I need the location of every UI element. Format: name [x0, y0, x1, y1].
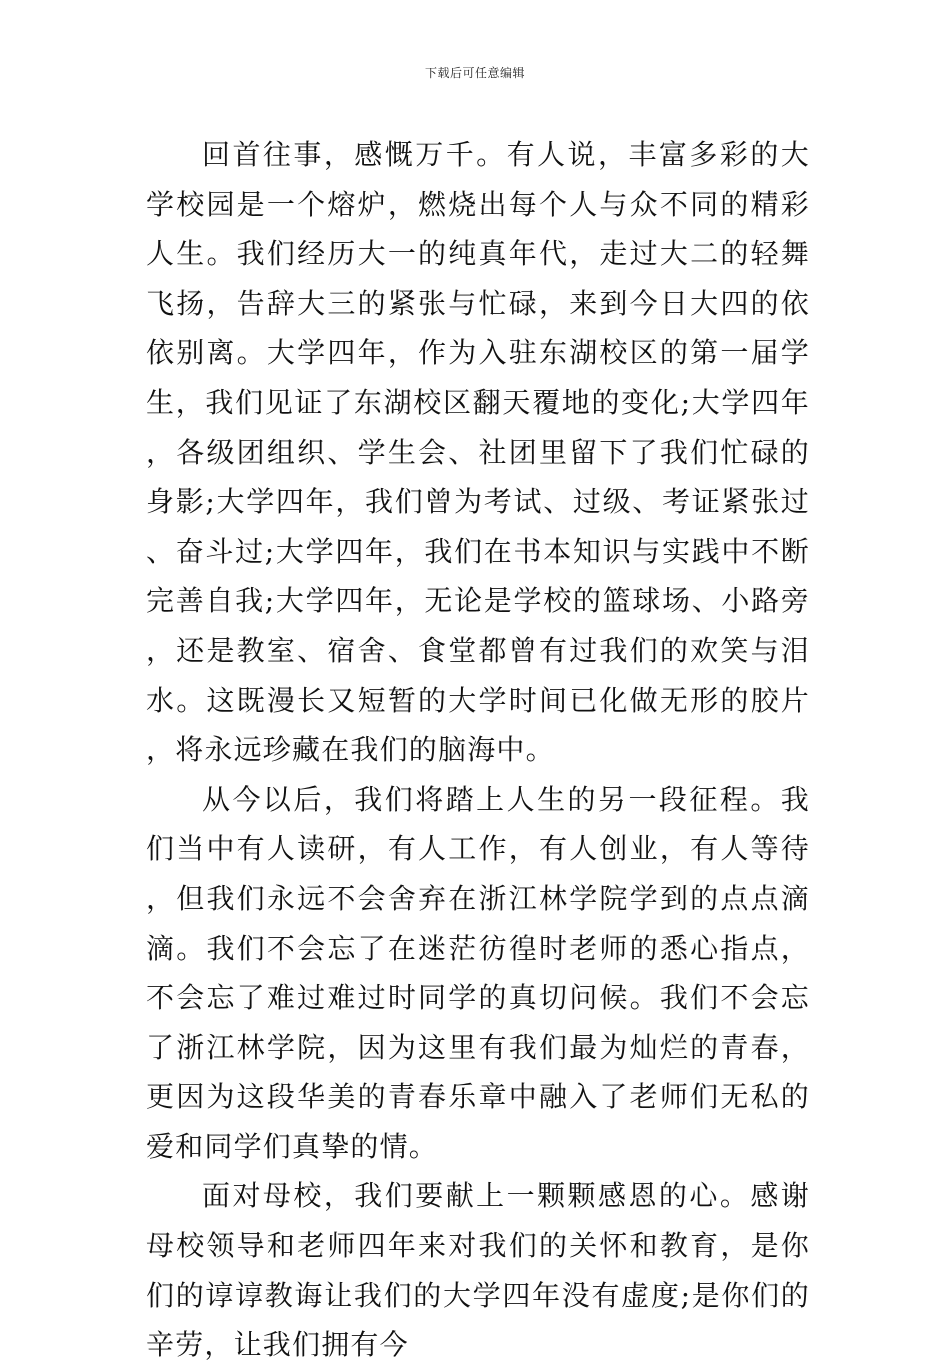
header-note: 下载后可任意编辑	[424, 66, 525, 80]
paragraph-2: 从今以后，我们将踏上人生的另一段征程。我们当中有人读研，有人工作，有人创业，有人等待，但我们永远不会舍弃在浙江林学院学到的点点滴滴。我们不会忘了在迷茫彷徨时老师的悉心指点，不会忘了难过难过时同学的真切问候。我们不会忘了浙江林学院，因为这里有我们最为灿烂的青春，更因为这段华美的青春乐章中融入了老师们无私的爱和同学们真挚的情。	[146, 782, 810, 1163]
document-body	[146, 130, 810, 1370]
paragraph-3: 面对母校，我们要献上一颗颗感恩的心。感谢母校领导和老师四年来对我们的关怀和教育，是你们的谆谆教诲让我们的大学四年没有虚度;是你们的辛劳，让我们拥有今	[146, 1179, 810, 1362]
paragraph-1: 回首往事，感慨万千。有人说，丰富多彩的大学校园是一个熔炉，燃烧出每个人与众不同的精彩人生。我们经历大一的纯真年代，走过大二的轻舞飞扬，告辞大三的紧张与忙碌，来到今日大四的依依别离。大学四年，作为入驻东湖校区的第一届学生，我们见证了东湖校区翻天覆地的变化;大学四年，各级团组织、学生会、社团里留下了我们忙碌的身影;大学四年，我们曾为考试、过级、考证紧张过、奋斗过;大学四年，我们在书本知识与实践中不断完善自我;大学四年，无论是学校的篮球场、小路旁，还是教室、宿舍、食堂都曾有过我们的欢笑与泪水。这既漫长又短暂的大学时间已化做无形的胶片，将永远珍藏在我们的脑海中。	[146, 138, 810, 767]
